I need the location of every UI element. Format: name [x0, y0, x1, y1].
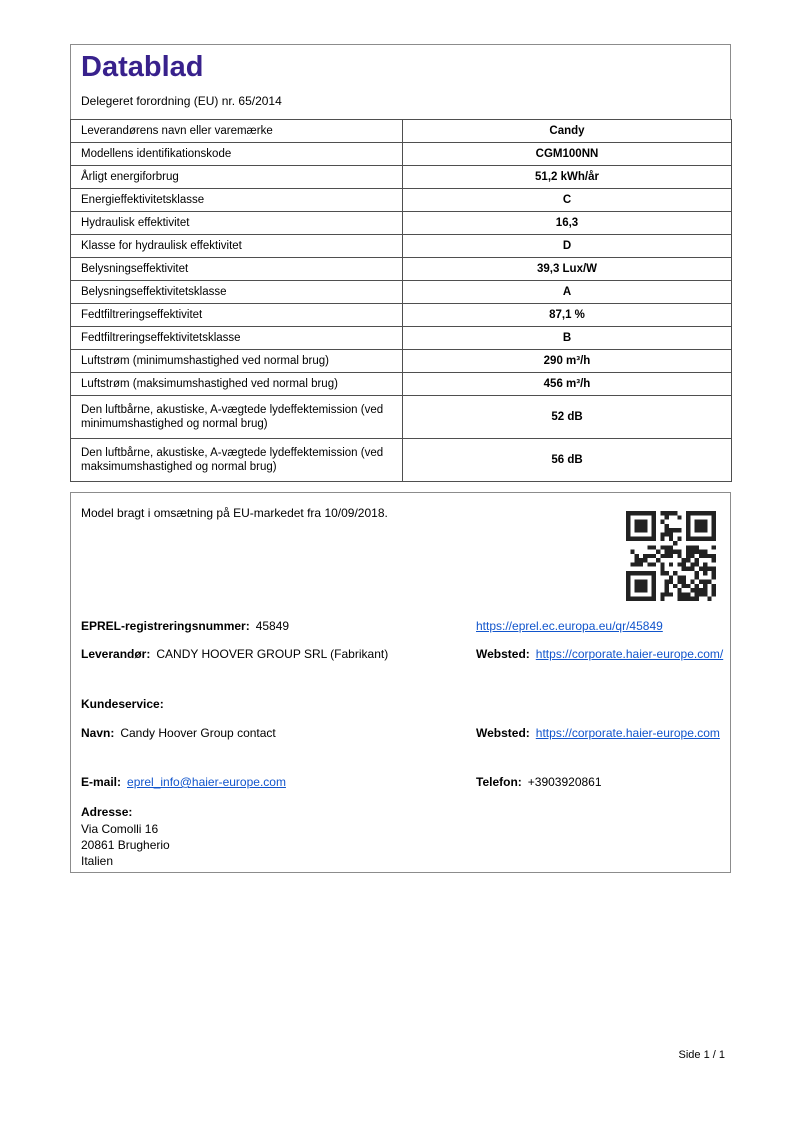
- spec-row-value: A: [403, 281, 732, 304]
- spec-row-label: Den luftbårne, akustiske, A-vægtede lydeffektemission (ved minimumshastighed og normal brug): [71, 396, 403, 439]
- spec-row-label: Energieffektivitetsklasse: [71, 189, 403, 212]
- supplier-label: Leverandør:: [81, 647, 151, 661]
- page-title: Datablad: [81, 51, 204, 83]
- spec-row-value: D: [403, 235, 732, 258]
- table-row: [71, 396, 732, 439]
- email-link[interactable]: eprel_info@haier-europe.com: [127, 775, 286, 789]
- website-line-1: [476, 644, 728, 665]
- eprel-link[interactable]: https://eprel.ec.europa.eu/qr/45849: [476, 619, 663, 633]
- header-box: [70, 44, 731, 120]
- table-row: [71, 373, 732, 396]
- eprel-label: EPREL-registreringsnummer:: [81, 619, 250, 633]
- spec-row-label: Luftstrøm (maksimumshastighed ved normal brug): [71, 373, 403, 396]
- address-line: 20861 Brugherio: [81, 838, 170, 852]
- spec-row-value: 290 m³/h: [403, 350, 732, 373]
- website-link-2[interactable]: https://corporate.haier-europe.com: [535, 726, 720, 740]
- spec-row-value: 56 dB: [403, 439, 732, 482]
- website-line-2: [476, 723, 728, 744]
- website-label-2: Websted:: [476, 726, 530, 740]
- supplier-line: [81, 646, 388, 662]
- spec-row-value: 51,2 kWh/år: [403, 166, 732, 189]
- regulation-subtitle: Delegeret forordning (EU) nr. 65/2014: [81, 94, 282, 108]
- table-row: [71, 143, 732, 166]
- spec-row-value: Candy: [403, 120, 732, 143]
- table-row: [71, 189, 732, 212]
- spec-row-label: Belysningseffektivitet: [71, 258, 403, 281]
- table-row: [71, 439, 732, 482]
- address-line: Italien: [81, 854, 114, 868]
- spec-row-value: 87,1 %: [403, 304, 732, 327]
- spec-row-value: C: [403, 189, 732, 212]
- eprel-value: 45849: [255, 619, 290, 633]
- spec-row-value: CGM100NN: [403, 143, 732, 166]
- table-row: [71, 166, 732, 189]
- market-note: Model bragt i omsætning på EU-markedet fra 10/09/2018.: [81, 506, 388, 520]
- spec-row-label: Fedtfiltreringseffektivitetsklasse: [71, 327, 403, 350]
- phone-line: [476, 772, 728, 793]
- address-heading: Adresse:: [81, 805, 133, 819]
- spec-row-value: 39,3 Lux/W: [403, 258, 732, 281]
- spec-row-label: Belysningseffektivitetsklasse: [71, 281, 403, 304]
- spec-row-label: Hydraulisk effektivitet: [71, 212, 403, 235]
- spec-row-label: Årligt energiforbrug: [71, 166, 403, 189]
- phone-label: Telefon:: [476, 775, 522, 789]
- table-row: [71, 120, 732, 143]
- page-number: Side 1 / 1: [678, 1049, 725, 1061]
- table-row: [71, 350, 732, 373]
- supplier-value: CANDY HOOVER GROUP SRL (Fabrikant): [156, 647, 389, 661]
- website-label-1: Websted:: [476, 647, 530, 661]
- website-link-1[interactable]: https://corporate.haier-europe.com/: [535, 647, 724, 661]
- email-label: E-mail:: [81, 775, 122, 789]
- spec-row-label: Modellens identifikationskode: [71, 143, 403, 166]
- qr-code-icon: [626, 511, 716, 601]
- spec-row-value: B: [403, 327, 732, 350]
- table-row: [71, 327, 732, 350]
- eprel-link-line: [476, 616, 728, 637]
- spec-row-value: 52 dB: [403, 396, 732, 439]
- contact-name-line: [81, 725, 276, 741]
- contact-name-value: Candy Hoover Group contact: [120, 726, 276, 740]
- info-box: [70, 492, 731, 873]
- address-block: [81, 821, 170, 869]
- table-row: [71, 258, 732, 281]
- email-line: [81, 774, 286, 790]
- phone-value: +3903920861: [527, 775, 602, 789]
- table-row: [71, 304, 732, 327]
- qr-code: [626, 511, 716, 601]
- spec-table-body: [71, 120, 732, 482]
- spec-row-label: Fedtfiltreringseffektivitet: [71, 304, 403, 327]
- spec-row-label: Klasse for hydraulisk effektivitet: [71, 235, 403, 258]
- spec-table: [70, 119, 732, 482]
- table-row: [71, 212, 732, 235]
- eprel-number-line: [81, 618, 289, 634]
- spec-row-value: 456 m³/h: [403, 373, 732, 396]
- address-line: Via Comolli 16: [81, 822, 159, 836]
- customer-service-heading: Kundeservice:: [81, 697, 164, 711]
- spec-row-label: Luftstrøm (minimumshastighed ved normal brug): [71, 350, 403, 373]
- table-row: [71, 235, 732, 258]
- spec-row-label: Den luftbårne, akustiske, A-vægtede lydeffektemission (ved maksimumshastighed og normal brug): [71, 439, 403, 482]
- table-row: [71, 281, 732, 304]
- spec-row-value: 16,3: [403, 212, 732, 235]
- contact-name-label: Navn:: [81, 726, 115, 740]
- spec-row-label: Leverandørens navn eller varemærke: [71, 120, 403, 143]
